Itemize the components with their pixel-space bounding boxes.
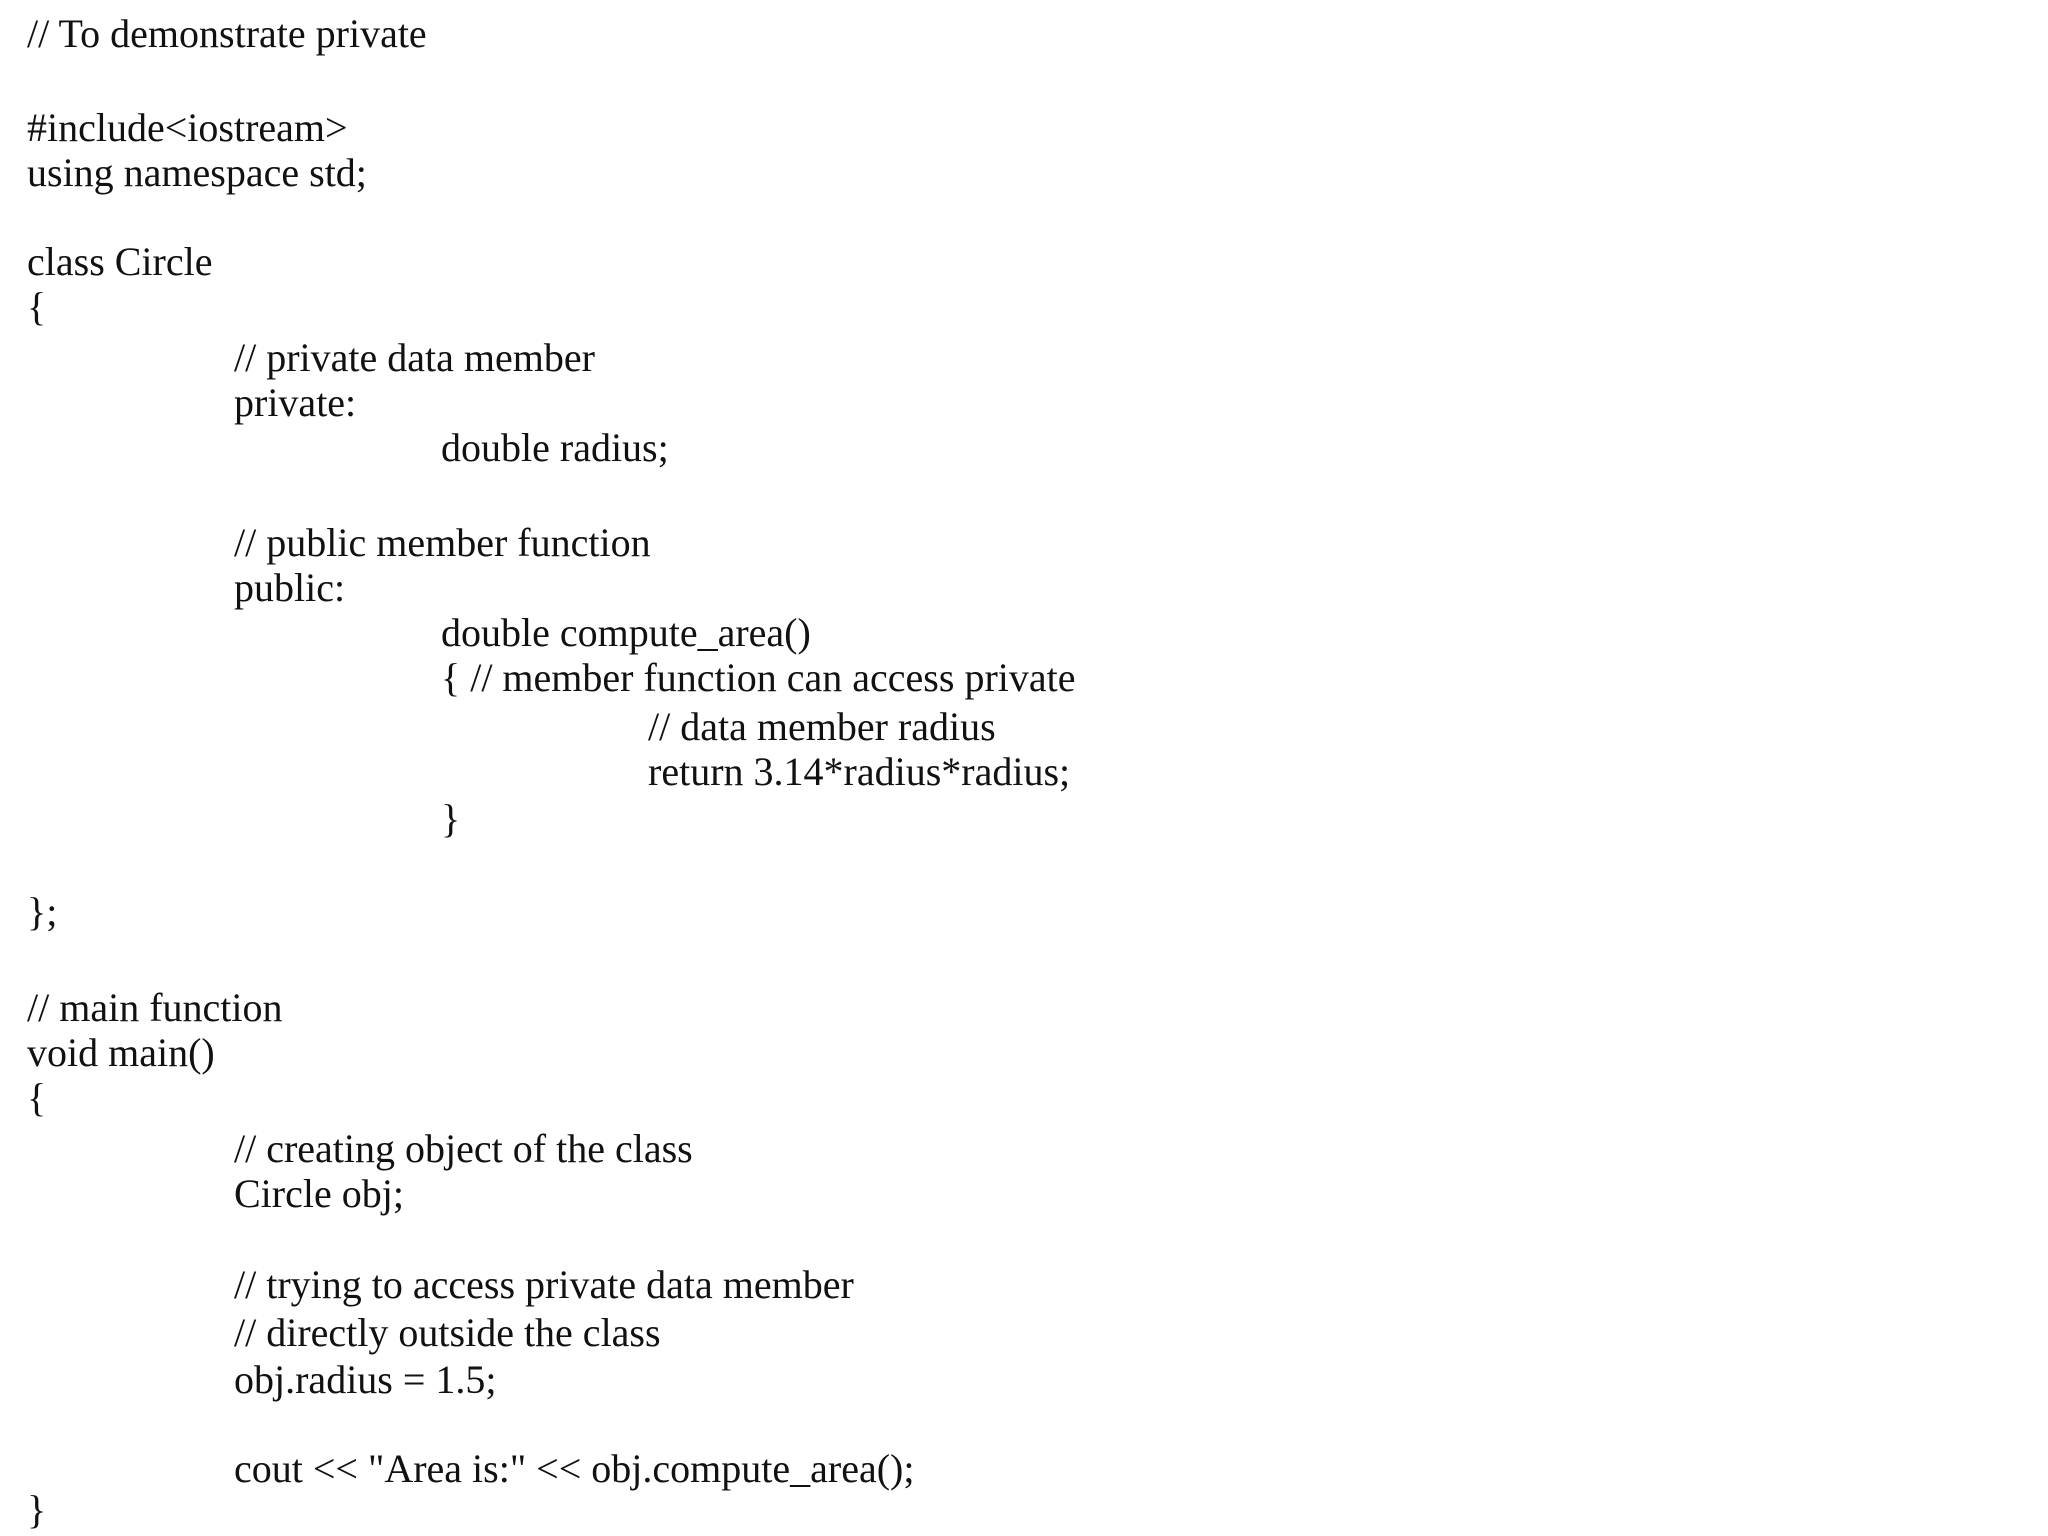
output-line: cout << "Area is:" << obj.compute_area();	[234, 1446, 915, 1491]
close-brace-line: }	[27, 1487, 47, 1532]
comment-line: // directly outside the class	[234, 1310, 661, 1355]
access-specifier-line: private:	[234, 380, 357, 425]
comment-line: // main function	[27, 985, 283, 1030]
include-line: #include<iostream>	[27, 105, 348, 150]
class-declaration-line: class Circle	[27, 239, 213, 284]
comment-line: // To demonstrate private	[27, 11, 427, 56]
comment-line: // creating object of the class	[234, 1126, 693, 1171]
class-end-line: };	[27, 889, 58, 934]
main-signature-line: void main()	[27, 1030, 215, 1075]
namespace-line: using namespace std;	[27, 150, 367, 195]
comment-line: // private data member	[234, 335, 595, 380]
comment-line: // data member radius	[648, 704, 996, 749]
function-body-line: { // member function can access private	[441, 655, 1076, 700]
data-member-line: double radius;	[441, 425, 669, 470]
open-brace-line: {	[27, 284, 47, 329]
comment-line: // trying to access private data member	[234, 1262, 854, 1307]
open-brace-line: {	[27, 1075, 47, 1120]
object-declaration-line: Circle obj;	[234, 1171, 404, 1216]
access-specifier-line: public:	[234, 565, 346, 610]
function-signature-line: double compute_area()	[441, 610, 811, 655]
comment-line: // public member function	[234, 520, 651, 565]
assignment-line: obj.radius = 1.5;	[234, 1357, 497, 1402]
close-brace-line: }	[441, 796, 461, 841]
return-line: return 3.14*radius*radius;	[648, 749, 1071, 794]
